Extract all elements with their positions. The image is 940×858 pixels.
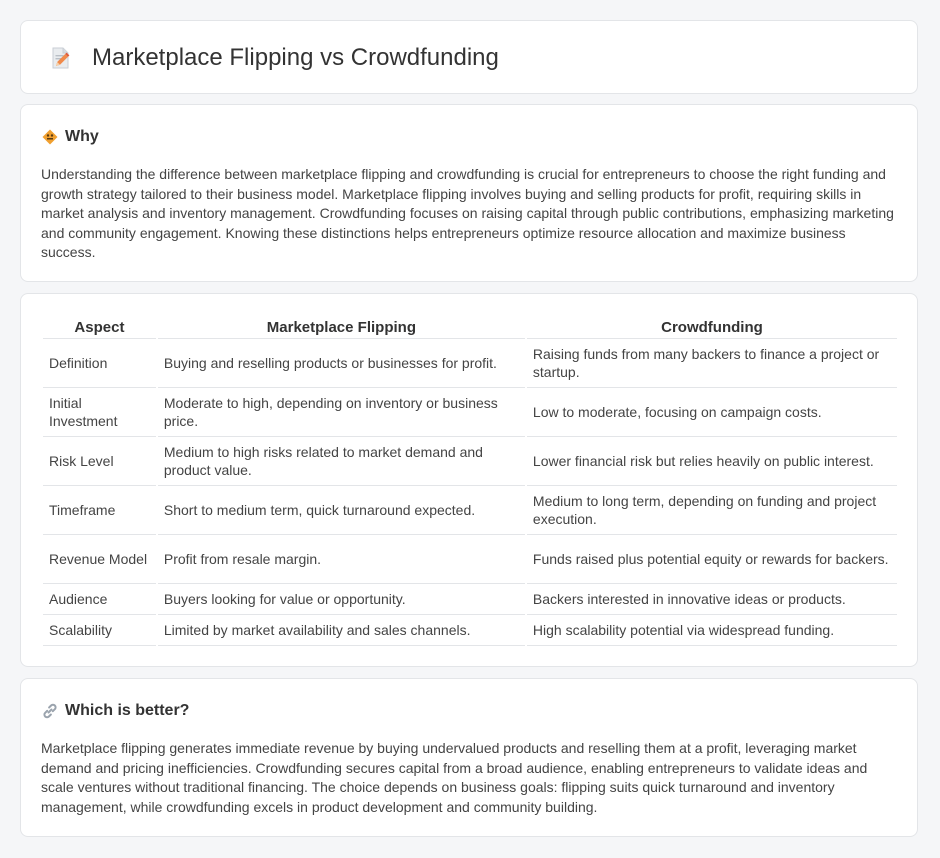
- flipping-cell: Buyers looking for value or opportunity.: [158, 584, 525, 615]
- flipping-cell: Medium to high risks related to market demand and product value.: [158, 437, 525, 486]
- column-header-marketplace-flipping: Marketplace Flipping: [158, 316, 525, 339]
- table-header-row: [43, 316, 897, 339]
- table-row: [43, 486, 897, 535]
- crowdfunding-cell: Raising funds from many backers to finance a project or startup.: [527, 339, 897, 388]
- aspect-cell: Initial Investment: [43, 388, 156, 437]
- crowdfunding-cell: Funds raised plus potential equity or rewards for backers.: [527, 535, 897, 584]
- column-header-aspect: Aspect: [43, 316, 156, 339]
- aspect-cell: Audience: [43, 584, 156, 615]
- comparison-section: [20, 293, 918, 667]
- header-card: [20, 20, 918, 94]
- table-row: [43, 535, 897, 584]
- flipping-cell: Moderate to high, depending on inventory or business price.: [158, 388, 525, 437]
- aspect-cell: Revenue Model: [43, 535, 156, 584]
- diamond-sign-icon: [41, 128, 59, 146]
- aspect-cell: Definition: [43, 339, 156, 388]
- aspect-cell: Risk Level: [43, 437, 156, 486]
- aspect-cell: Timeframe: [43, 486, 156, 535]
- better-heading-row: [41, 700, 189, 722]
- why-heading: Why: [65, 128, 99, 145]
- table-row: [43, 388, 897, 437]
- column-header-crowdfunding: Crowdfunding: [527, 316, 897, 339]
- flipping-cell: Profit from resale margin.: [158, 535, 525, 584]
- comparison-table: [41, 316, 899, 646]
- crowdfunding-cell: Medium to long term, depending on funding and project execution.: [527, 486, 897, 535]
- table-row: [43, 339, 897, 388]
- why-heading-row: [41, 126, 99, 148]
- flipping-cell: Short to medium term, quick turnaround expected.: [158, 486, 525, 535]
- link-icon: [41, 702, 59, 720]
- which-is-better-section: [20, 678, 918, 837]
- why-paragraph: Understanding the difference between marketplace flipping and crowdfunding is crucial for entrepreneurs to choose the right funding and growth strategy tailored to their business model. Marketplace flipping involves buying and selling products for profit, requiring skills in market analysis and inventory management. Crowdfunding focuses on raising capital through public contributions, emphasizing marketing and community engagement. Knowing these distinctions helps entrepreneurs optimize resource allocation and maximize business success.: [41, 166, 894, 260]
- flipping-cell: Limited by market availability and sales channels.: [158, 615, 525, 646]
- crowdfunding-cell: Lower financial risk but relies heavily on public interest.: [527, 437, 897, 486]
- table-row: [43, 615, 897, 646]
- why-section: [20, 104, 918, 282]
- table-row: [43, 584, 897, 615]
- crowdfunding-cell: Low to moderate, focusing on campaign costs.: [527, 388, 897, 437]
- better-paragraph: Marketplace flipping generates immediate revenue by buying undervalued products and reselling them at a profit, leveraging market demand and pricing inefficiencies. Crowdfunding secures capital from a broad audience, enabling entrepreneurs to validate ideas and scale ventures without traditional financing. The choice depends on business goals: flipping suits quick turnaround and inventory management, while crowdfunding excels in product development and community building.: [41, 740, 868, 815]
- table-row: [43, 437, 897, 486]
- better-heading: Which is better?: [65, 702, 190, 719]
- aspect-cell: Scalability: [43, 615, 156, 646]
- document-pencil-icon: [47, 45, 73, 71]
- flipping-cell: Buying and reselling products or businesses for profit.: [158, 339, 525, 388]
- crowdfunding-cell: Backers interested in innovative ideas or products.: [527, 584, 897, 615]
- crowdfunding-cell: High scalability potential via widespread funding.: [527, 615, 897, 646]
- page-title: Marketplace Flipping vs Crowdfunding: [92, 44, 499, 71]
